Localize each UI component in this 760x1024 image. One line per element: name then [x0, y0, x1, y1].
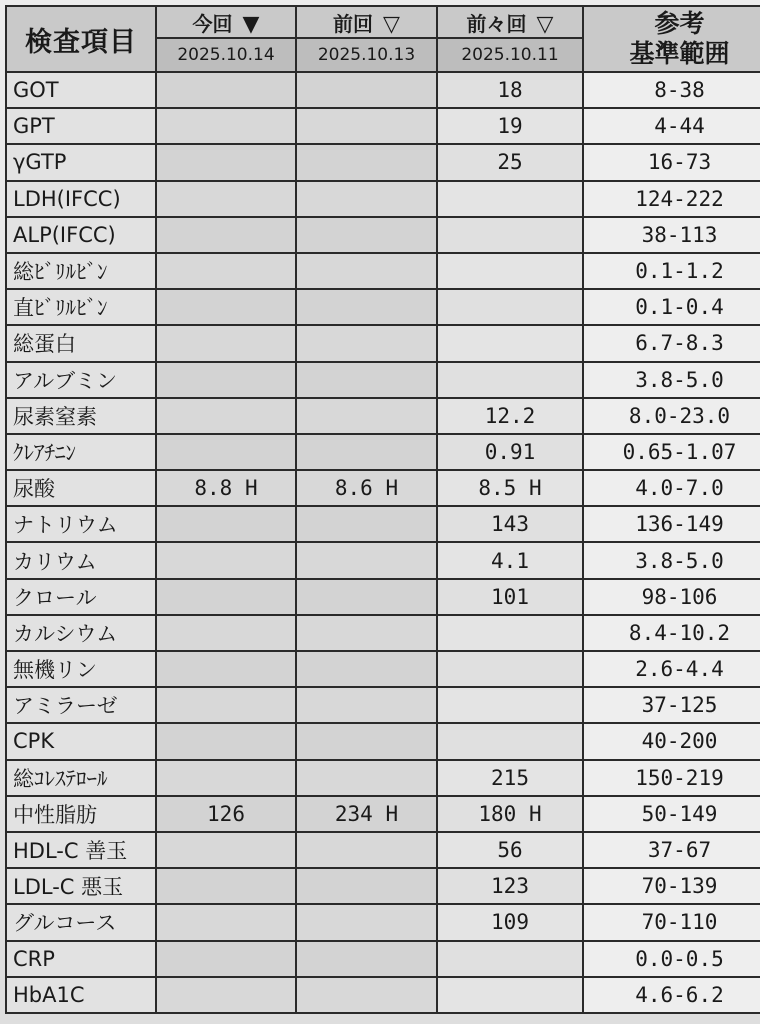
reference-range: 8.4-10.2: [583, 615, 760, 651]
current-value: [156, 398, 296, 434]
current-column-header: [156, 6, 296, 38]
table-row: [6, 289, 760, 325]
previous-value: [296, 651, 437, 687]
previous-value: [296, 325, 437, 361]
test-name: HDL-C 善玉: [6, 832, 156, 868]
test-name: アミラーゼ: [6, 687, 156, 723]
table-row: [6, 760, 760, 796]
outline-triangle-icon: ▽: [383, 11, 400, 37]
current-value: [156, 542, 296, 578]
previous-value: [296, 289, 437, 325]
table-row: [6, 796, 760, 832]
reference-range: 8.0-23.0: [583, 398, 760, 434]
reference-range: 0.1-0.4: [583, 289, 760, 325]
table-row: [6, 506, 760, 542]
table-row: [6, 72, 760, 108]
before-previous-value: [437, 651, 583, 687]
current-value: [156, 941, 296, 977]
reference-range: 136-149: [583, 506, 760, 542]
test-name: 無機リン: [6, 651, 156, 687]
previous-value: [296, 760, 437, 796]
current-value: [156, 217, 296, 253]
table-row: [6, 723, 760, 759]
current-value: [156, 723, 296, 759]
table-row: [6, 253, 760, 289]
before-previous-value: [437, 941, 583, 977]
test-name: GPT: [6, 108, 156, 144]
before-previous-value: 4.1: [437, 542, 583, 578]
reference-range: 6.7-8.3: [583, 325, 760, 361]
before-previous-value: [437, 723, 583, 759]
table-row: [6, 868, 760, 904]
before-previous-column-header: [437, 6, 583, 38]
before-previous-value: 25: [437, 144, 583, 180]
test-name: LDL-C 悪玉: [6, 868, 156, 904]
reference-range: 0.0-0.5: [583, 941, 760, 977]
previous-value: [296, 904, 437, 940]
table-row: [6, 832, 760, 868]
table-body: [6, 72, 760, 1013]
current-value: [156, 579, 296, 615]
previous-value: [296, 144, 437, 180]
previous-value: [296, 253, 437, 289]
before-previous-value: [437, 217, 583, 253]
before-previous-date: 2025.10.11: [437, 38, 583, 72]
previous-value: [296, 72, 437, 108]
current-value: [156, 615, 296, 651]
test-name: CPK: [6, 723, 156, 759]
table-row: [6, 181, 760, 217]
previous-value: [296, 181, 437, 217]
previous-column-header: [296, 6, 437, 38]
previous-value: [296, 615, 437, 651]
previous-value: [296, 398, 437, 434]
before-previous-value: 180 H: [437, 796, 583, 832]
test-name: γGTP: [6, 144, 156, 180]
previous-value: [296, 723, 437, 759]
before-previous-value: [437, 615, 583, 651]
previous-value: [296, 977, 437, 1013]
before-previous-value: [437, 687, 583, 723]
table-row: [6, 941, 760, 977]
test-name: 尿酸: [6, 470, 156, 506]
test-name: CRP: [6, 941, 156, 977]
table-row: [6, 398, 760, 434]
current-value: 8.8 H: [156, 470, 296, 506]
reference-range: 4.0-7.0: [583, 470, 760, 506]
previous-value: [296, 868, 437, 904]
test-name: 総ﾋﾞﾘﾙﾋﾞﾝ: [6, 253, 156, 289]
previous-label: 前回: [333, 11, 374, 36]
reference-range: 4-44: [583, 108, 760, 144]
table-row: [6, 687, 760, 723]
test-name: カリウム: [6, 542, 156, 578]
current-value: [156, 253, 296, 289]
before-previous-value: [437, 362, 583, 398]
current-value: [156, 289, 296, 325]
reference-range: 150-219: [583, 760, 760, 796]
outline-triangle-icon: ▽: [536, 11, 554, 37]
current-value: 126: [156, 796, 296, 832]
current-value: [156, 506, 296, 542]
table-row: [6, 325, 760, 361]
test-name: 直ﾋﾞﾘﾙﾋﾞﾝ: [6, 289, 156, 325]
current-value: [156, 687, 296, 723]
reference-range: 0.1-1.2: [583, 253, 760, 289]
current-value: [156, 72, 296, 108]
table-row: [6, 904, 760, 940]
test-name: 総蛋白: [6, 325, 156, 361]
reference-range: 38-113: [583, 217, 760, 253]
current-value: [156, 434, 296, 470]
reference-range: 50-149: [583, 796, 760, 832]
before-previous-value: [437, 289, 583, 325]
reference-range: 70-139: [583, 868, 760, 904]
previous-value: [296, 542, 437, 578]
current-date: 2025.10.14: [156, 38, 296, 72]
current-value: [156, 651, 296, 687]
current-value: [156, 904, 296, 940]
test-name: 総ｺﾚｽﾃﾛｰﾙ: [6, 760, 156, 796]
before-previous-value: 109: [437, 904, 583, 940]
test-name: クロール: [6, 579, 156, 615]
before-previous-value: 123: [437, 868, 583, 904]
before-previous-value: [437, 977, 583, 1013]
reference-range: 3.8-5.0: [583, 362, 760, 398]
reference-range: 98-106: [583, 579, 760, 615]
test-name: グルコース: [6, 904, 156, 940]
reference-column-header: [583, 6, 760, 72]
before-previous-label: 前々回: [466, 11, 527, 36]
current-value: [156, 144, 296, 180]
reference-range: 70-110: [583, 904, 760, 940]
previous-value: [296, 941, 437, 977]
before-previous-value: 18: [437, 72, 583, 108]
reference-range: 8-38: [583, 72, 760, 108]
reference-label-line2: 基準範囲: [629, 39, 730, 68]
reference-range: 4.6-6.2: [583, 977, 760, 1013]
test-name: アルブミン: [6, 362, 156, 398]
previous-value: [296, 362, 437, 398]
before-previous-value: [437, 253, 583, 289]
table-row: [6, 977, 760, 1013]
table-row: [6, 434, 760, 470]
before-previous-value: 0.91: [437, 434, 583, 470]
reference-range: 40-200: [583, 723, 760, 759]
previous-value: 8.6 H: [296, 470, 437, 506]
before-previous-value: 12.2: [437, 398, 583, 434]
current-value: [156, 181, 296, 217]
table-row: [6, 579, 760, 615]
table-row: [6, 108, 760, 144]
reference-range: 37-125: [583, 687, 760, 723]
reference-label-line1: 参考: [654, 9, 705, 38]
previous-value: [296, 506, 437, 542]
current-value: [156, 868, 296, 904]
test-name: ｸﾚｱﾁﾆﾝ: [6, 434, 156, 470]
current-value: [156, 832, 296, 868]
previous-value: 234 H: [296, 796, 437, 832]
lab-results-table: [5, 5, 760, 1014]
item-column-header: 検査項目: [6, 6, 156, 72]
table-row: [6, 542, 760, 578]
current-value: [156, 977, 296, 1013]
test-name: LDH(IFCC): [6, 181, 156, 217]
before-previous-value: 8.5 H: [437, 470, 583, 506]
table-header: [6, 6, 760, 72]
before-previous-value: 215: [437, 760, 583, 796]
previous-value: [296, 434, 437, 470]
table-row: [6, 470, 760, 506]
current-value: [156, 362, 296, 398]
reference-range: 37-67: [583, 832, 760, 868]
before-previous-value: 19: [437, 108, 583, 144]
reference-range: 124-222: [583, 181, 760, 217]
previous-value: [296, 687, 437, 723]
test-name: 中性脂肪: [6, 796, 156, 832]
table-row: [6, 615, 760, 651]
test-name: 尿素窒素: [6, 398, 156, 434]
test-name: HbA1C: [6, 977, 156, 1013]
reference-range: 16-73: [583, 144, 760, 180]
previous-value: [296, 832, 437, 868]
table-row: [6, 362, 760, 398]
table-row: [6, 217, 760, 253]
previous-value: [296, 217, 437, 253]
filled-triangle-icon: ▼: [242, 11, 260, 37]
before-previous-value: [437, 181, 583, 217]
reference-range: 3.8-5.0: [583, 542, 760, 578]
before-previous-value: [437, 325, 583, 361]
reference-range: 2.6-4.4: [583, 651, 760, 687]
before-previous-value: 143: [437, 506, 583, 542]
test-name: ALP(IFCC): [6, 217, 156, 253]
table-row: [6, 651, 760, 687]
reference-range: 0.65-1.07: [583, 434, 760, 470]
previous-value: [296, 108, 437, 144]
previous-value: [296, 579, 437, 615]
before-previous-value: 101: [437, 579, 583, 615]
test-name: ナトリウム: [6, 506, 156, 542]
current-value: [156, 108, 296, 144]
current-label: 今回: [192, 11, 233, 36]
before-previous-value: 56: [437, 832, 583, 868]
table-row: [6, 144, 760, 180]
current-value: [156, 760, 296, 796]
test-name: カルシウム: [6, 615, 156, 651]
current-value: [156, 325, 296, 361]
previous-date: 2025.10.13: [296, 38, 437, 72]
test-name: GOT: [6, 72, 156, 108]
